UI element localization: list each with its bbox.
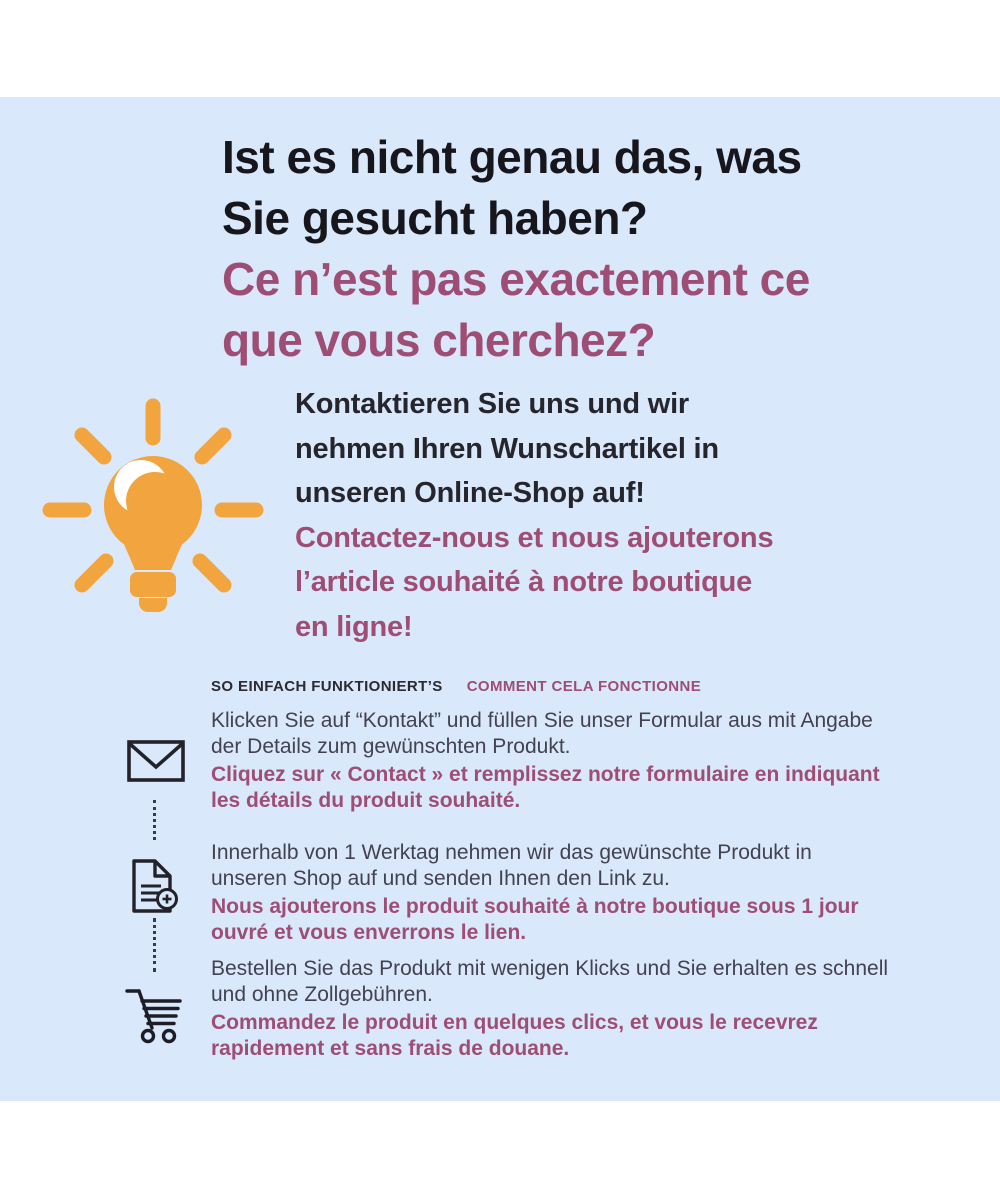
step-3: [211, 956, 956, 1061]
step-1: [211, 708, 956, 813]
intro-fr-line1: Contactez-nous et nous ajouterons: [295, 521, 774, 554]
headline-fr-line2: que vous cherchez?: [222, 314, 656, 366]
step-2-de-line1: Innerhalb von 1 Werktag nehmen wir das gewünschte Produkt in: [211, 841, 812, 864]
how-it-works-de: SO EINFACH FUNKTIONIERT’S: [211, 678, 443, 695]
lightbulb-icon: [38, 390, 268, 620]
headline-fr-line1: Ce n’est pas exactement ce: [222, 253, 810, 305]
step-1-fr-line2: les détails du produit souhaité.: [211, 788, 521, 812]
envelope-icon: [127, 740, 185, 787]
step-3-fr-line1: Commandez le produit en quelques clics, et vous le recevrez: [211, 1011, 818, 1034]
step-1-de-line1: Klicken Sie auf “Kontakt” und füllen Sie unser Formular aus mit Angabe: [211, 709, 873, 732]
step-3-de-line1: Bestellen Sie das Produkt mit wenigen Klicks und Sie erhalten es schnell: [211, 957, 889, 980]
page-title: [222, 127, 810, 371]
step-connector-2: [153, 918, 156, 972]
shopping-cart-icon: [122, 982, 188, 1049]
step-connector-1: [153, 800, 156, 840]
step-1-de-line2: der Details zum gewünschten Produkt.: [211, 734, 571, 758]
intro-fr-line3: en ligne!: [295, 610, 413, 643]
step-2-fr-line2: ouvré et vous enverrons le lien.: [211, 920, 527, 944]
document-add-icon: [126, 858, 180, 921]
how-it-works-fr: COMMENT CELA FONCTIONNE: [466, 678, 702, 695]
step-2-fr-line1: Nous ajouterons le produit souhaité à notre boutique sous 1 jour: [211, 895, 859, 918]
intro-de-line2: nehmen Ihren Wunschartikel in: [295, 432, 719, 465]
intro-de-line1: Kontaktieren Sie uns und wir: [295, 388, 690, 420]
intro-fr-line2: l’article souhaité à notre boutique: [295, 566, 753, 598]
step-2: [211, 840, 956, 945]
headline-de-line2: Sie gesucht haben?: [222, 192, 648, 244]
step-3-fr-line2: rapidement et sans frais de douane.: [211, 1036, 570, 1060]
how-it-works-header: [211, 678, 701, 696]
step-1-fr-line1: Cliquez sur « Contact » et remplissez notre formulaire en indiquant: [211, 763, 880, 786]
intro-de-line3: unseren Online-Shop auf!: [295, 477, 645, 509]
headline-de-line1: Ist es nicht genau das, was: [222, 131, 802, 183]
step-3-de-line2: und ohne Zollgebühren.: [211, 982, 433, 1006]
intro-text: [295, 382, 773, 649]
step-2-de-line2: unseren Shop auf und senden Ihnen den Link zu.: [211, 866, 670, 890]
